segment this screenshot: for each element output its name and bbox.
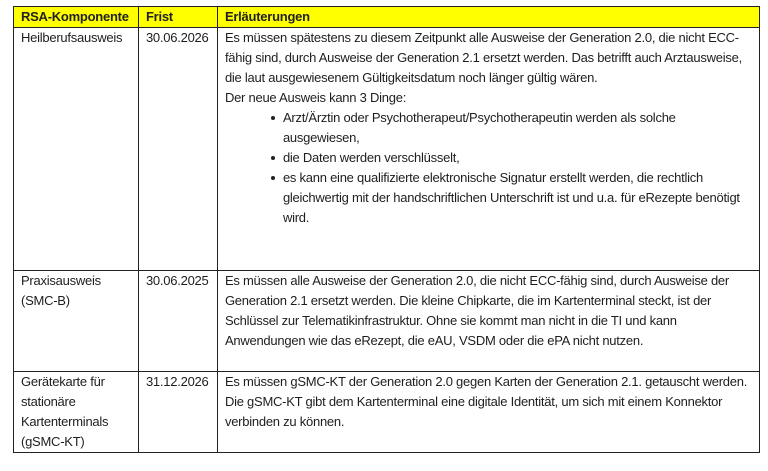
rsa-components-table xyxy=(13,6,760,453)
cell-deadline: 30.06.2026 xyxy=(138,28,217,271)
table-row xyxy=(14,372,760,453)
header-explanation: Erläuterungen xyxy=(217,7,759,28)
cell-deadline: 31.12.2026 xyxy=(138,372,217,453)
table-header-row xyxy=(14,7,760,28)
table-row xyxy=(14,28,760,271)
list-item: Arzt/Ärztin oder Psychotherapeut/Psychotherapeutin werden als solche ausgewiesen, xyxy=(271,108,752,148)
header-component: RSA-Komponente xyxy=(14,7,139,28)
cell-explanation xyxy=(217,28,759,271)
explanation-text: Es müssen alle Ausweise der Generation 2.0, die nicht ECC-fähig sind, durch Ausweise der Generation 2.1 ersetzt werden. Die kleine Chipkarte, die im Kartenterminal steckt, ist der Schlüssel zur Telematikinfrastruktur. Ohne sie kommt man nicht in die TI und kann Anwendungen wie das eRezept, die eAU, VSDM oder die ePA nicht nutzen. xyxy=(224,273,729,348)
feature-list xyxy=(225,108,752,228)
header-deadline: Frist xyxy=(138,7,217,28)
list-item: die Daten werden verschlüsselt, xyxy=(271,148,752,168)
table-row xyxy=(14,271,760,372)
cell-deadline: 30.06.2025 xyxy=(138,271,217,372)
cell-component: Gerätekarte für stationäre Kartenterminals (gSMC-KT) xyxy=(14,372,139,453)
explanation-text: Es müssen spätestens zu diesem Zeitpunkt alle Ausweise der Generation 2.0, die nicht ECC-fähig sind, durch Ausweise der Generation 2.1 ersetzt werden. Das betrifft auch Arztausweise, die laut ausgewiesenem Gültigkeitsdatum noch länger gültig wären. xyxy=(224,30,742,85)
cell-explanation xyxy=(217,372,759,453)
cell-component: Praxisausweis (SMC-B) xyxy=(14,271,139,372)
list-item: es kann eine qualifizierte elektronische Signatur erstellt werden, die rechtlich gleichwertig mit der handschriftlichen Unterschrift ist und u.a. für eRezepte benötigt wird. xyxy=(271,168,752,228)
cell-component: Heilberufsausweis xyxy=(14,28,139,271)
explanation-text: Es müssen gSMC-KT der Generation 2.0 gegen Karten der Generation 2.1. getauscht werden. Die gSMC-KT gibt dem Kartenterminal eine digitale Identität, um sich mit einem Konnektor verbinden zu können. xyxy=(224,374,748,429)
cell-explanation xyxy=(217,271,759,372)
explanation-lead: Der neue Ausweis kann 3 Dinge: xyxy=(224,90,407,105)
